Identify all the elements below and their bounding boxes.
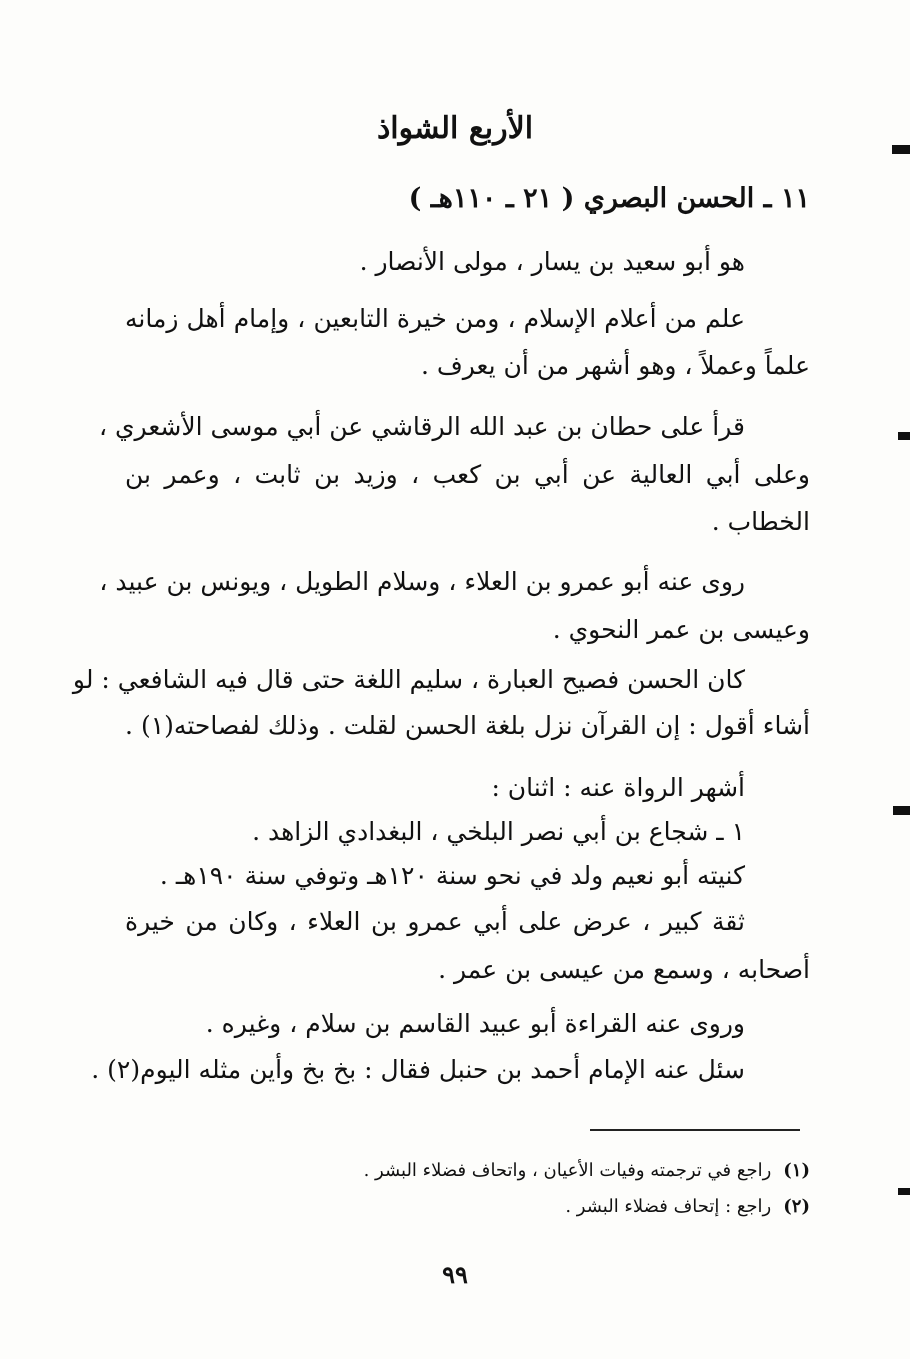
footnote-text: راجع : إتحاف فضلاء البشر . (565, 1196, 772, 1217)
footnote-2 (120, 1192, 810, 1222)
text-line: سئل عنه الإمام أحمد بن حنبل فقال : بخ بخ وأين مثله اليوم(٢) . (91, 1055, 745, 1084)
text-line: علماً وعملاً ، وهو أشهر من أن يعرف . (420, 351, 810, 380)
text-line: ١ ـ شجاع بن أبي نصر البلخي ، البغدادي الزاهد . (252, 817, 745, 846)
text-line: قرأ على حطان بن عبد الله الرقاشي عن أبي موسى الأشعري ، (98, 412, 745, 441)
text-line: أصحابه ، وسمع من عيسى بن عمر . (438, 955, 810, 984)
scan-edge-mark (893, 806, 910, 815)
text-line: كان الحسن فصيح العبارة ، سليم اللغة حتى قال فيه الشافعي : لو (72, 665, 745, 694)
text-line: وعيسى بن عمر النحوي . (552, 615, 810, 644)
text-line: كنيته أبو نعيم ولد في نحو سنة ١٢٠هـ وتوفي سنة ١٩٠هـ . (159, 861, 745, 890)
scan-edge-mark (898, 1188, 910, 1195)
text-line: أشاء أقول : إن القرآن نزل بلغة الحسن لقلت . وذلك لفصاحته(١) . (125, 711, 810, 740)
scan-edge-mark (892, 145, 910, 154)
text-line: ثقة كبير ، عرض على أبي عمرو بن العلاء ، وكان من خيرة (125, 907, 745, 936)
scan-edge-mark (898, 432, 910, 440)
footnote-number: (٢) (783, 1196, 810, 1217)
text-line: هو أبو سعيد بن يسار ، مولى الأنصار . (359, 247, 745, 276)
text-line: أشهر الرواة عنه : اثنان : (491, 773, 745, 802)
footnote-1 (120, 1156, 810, 1186)
page-number: ٩٩ (442, 1260, 468, 1289)
footnote-text: راجع في ترجمته وفيات الأعيان ، واتحاف فضلاء البشر . (363, 1160, 772, 1181)
entry-heading: ١١ ـ الحسن البصري ( ٢١ ـ ١١٠هـ ) (408, 183, 810, 214)
text-line: وعلى أبي العالية عن أبي بن كعب ، وزيد بن ثابت ، وعمر بن (125, 460, 810, 489)
text-line: وروى عنه القراءة أبو عبيد القاسم بن سلام ، وغيره . (205, 1009, 745, 1038)
text-line: روى عنه أبو عمرو بن العلاء ، وسلام الطويل ، ويونس بن عبيد ، (99, 567, 745, 596)
section-title: الأربع الشواذ (376, 111, 534, 146)
footnote-number: (١) (783, 1160, 810, 1181)
footnote-rule (590, 1129, 800, 1131)
text-line: علم من أعلام الإسلام ، ومن خيرة التابعين ، وإمام أهل زمانه (125, 304, 745, 333)
text-line: الخطاب . (711, 507, 810, 536)
